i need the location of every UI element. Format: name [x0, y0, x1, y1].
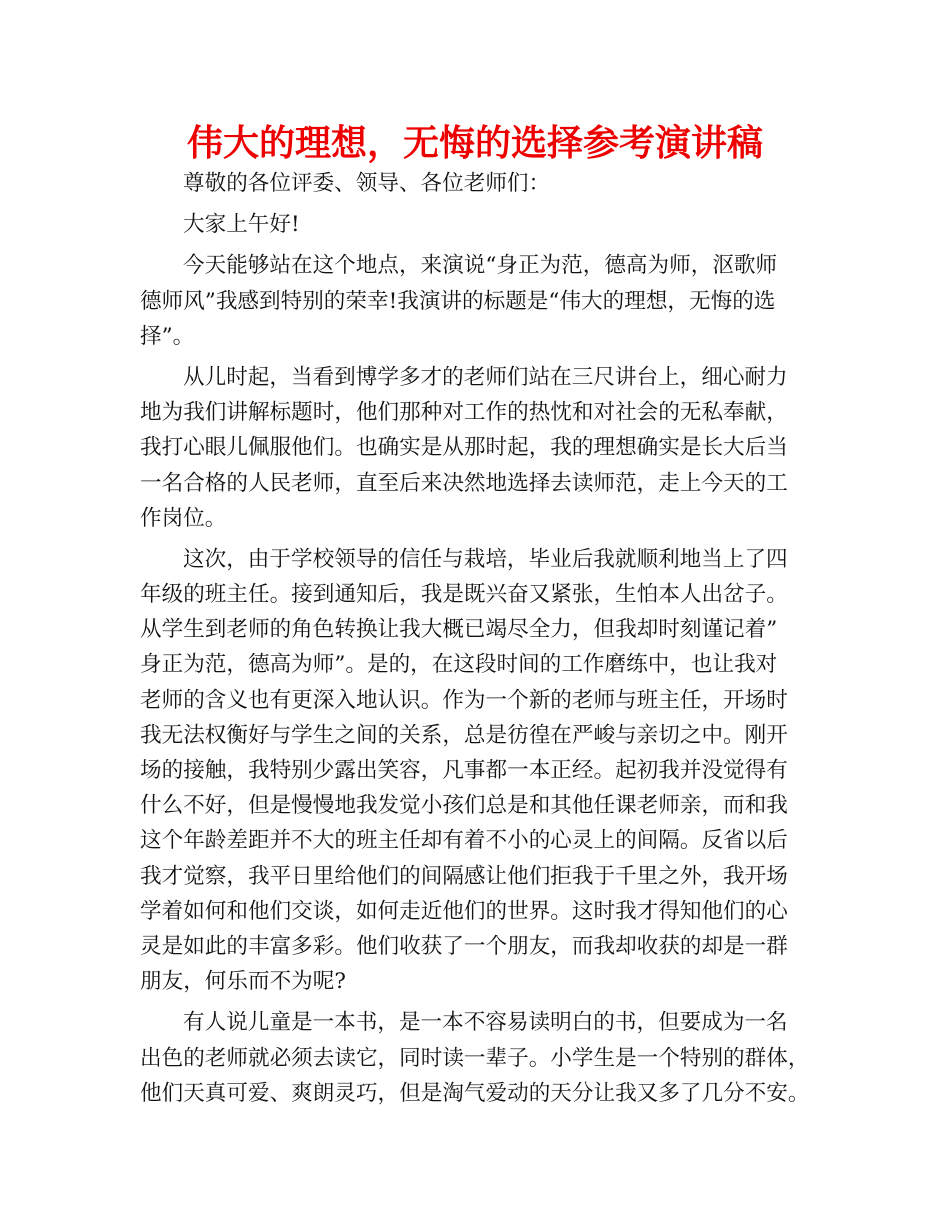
- paragraph-3-line-7: 场的接触，我特别少露出笑容，凡事都一本正经。起初我并没觉得有: [140, 758, 788, 783]
- paragraph-2-line-1: 从儿时起，当看到博学多才的老师们站在三尺讲台上，细心耐力: [183, 364, 788, 390]
- paragraph-3-line-9: 这个年龄差距并不大的班主任却有着不小的心灵上的间隔。反省以后: [140, 828, 788, 854]
- paragraph-3-line-2: 年级的班主任。接到通知后，我是既兴奋又紧张，生怕本人出岔子。: [140, 582, 788, 608]
- document-title: 伟大的理想，无悔的选择参考演讲稿: [186, 123, 763, 164]
- paragraph-2-line-2: 地为我们讲解标题时，他们那种对工作的热忱和对社会的无私奉献，: [140, 400, 788, 426]
- greeting-line: 大家上午好!: [183, 212, 300, 238]
- salutation-line: 尊敬的各位评委、领导、各位老师们：: [183, 171, 551, 196]
- paragraph-4-line-1: 有人说儿童是一本书，是一本不容易读明白的书，但要成为一名: [183, 1010, 788, 1036]
- paragraph-3-line-5: 老师的含义也有更深入地认识。作为一个新的老师与班主任，开场时: [140, 687, 788, 713]
- paragraph-3-line-8: 什么不好，但是慢慢地我发觉小孩们总是和其他任课老师亲，而和我: [140, 793, 788, 819]
- paragraph-3-line-13: 朋友，何乐而不为呢?: [140, 969, 346, 995]
- paragraph-3-line-3: 从学生到老师的角色转换让我大概已竭尽全力，但我却时刻谨记着”: [140, 617, 778, 643]
- paragraph-1-line-1: 今天能够站在这个地点，来演说“身正为范，德高为师，沤歌师: [183, 253, 778, 279]
- paragraph-3-line-11: 学着如何和他们交谈，如何走近他们的世界。这时我才得知他们的心: [140, 898, 788, 924]
- paragraph-1-line-2: 德师风”我感到特别的荣幸!我演讲的标题是“伟大的理想，无悔的选: [140, 288, 776, 314]
- paragraph-4-line-3: 他们天真可爱、爽朗灵巧，但是淘气爱动的天分让我又多了几分不安。: [140, 1080, 810, 1106]
- paragraph-3-line-10: 我才觉察，我平日里给他们的间隔感让他们拒我于千里之外，我开场: [140, 863, 788, 889]
- paragraph-2-line-4: 一名合格的人民老师，直至后来决然地选择去读师范，走上今天的工: [140, 470, 788, 496]
- paragraph-2-line-3: 我打心眼儿佩服他们。也确实是从那时起，我的理想确实是长大后当: [140, 435, 788, 461]
- paragraph-3-line-6: 我无法权衡好与学生之间的关系，总是彷徨在严峻与亲切之中。刚开: [140, 722, 788, 748]
- paragraph-3-line-12: 灵是如此的丰富多彩。他们收获了一个朋友，而我却收获的却是一群: [140, 933, 788, 959]
- paragraph-3-line-1: 这次，由于学校领导的信任与栽培，毕业后我就顺利地当上了四: [183, 546, 788, 572]
- paragraph-1-line-3: 择”。: [140, 323, 195, 349]
- document-body: [140, 166, 830, 1111]
- paragraph-2-line-5: 作岗位。: [140, 505, 227, 531]
- paragraph-3-line-4: 身正为范，德高为师”。是的，在这段时间的工作磨练中，也让我对: [140, 652, 778, 678]
- paragraph-4-line-2: 出色的老师就必须去读它，同时读一辈子。小学生是一个特别的群体，: [140, 1045, 810, 1071]
